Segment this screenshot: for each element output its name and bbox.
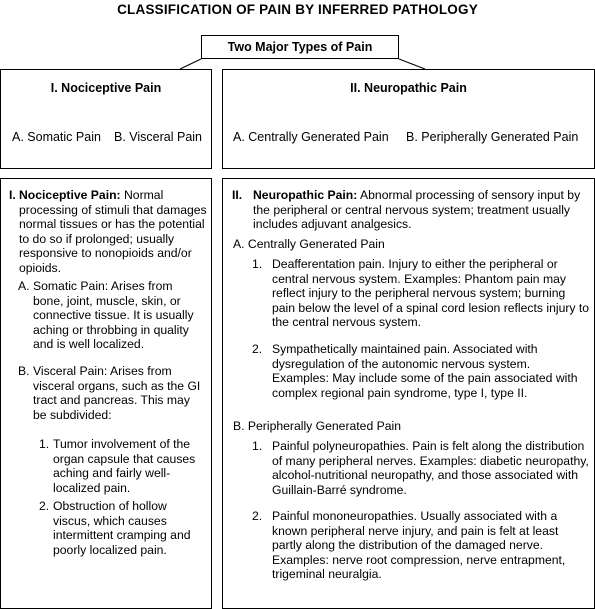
connector-top-right xyxy=(399,59,425,69)
neuropathic-description-box xyxy=(222,178,595,609)
centrally-generated-label: A. Centrally Generated Pain xyxy=(233,130,389,144)
obstruction-number: 2. xyxy=(39,499,50,513)
nociceptive-description-box xyxy=(0,178,212,609)
obstruction-text: Obstruction of hollow viscus, which causes intermittent cramping and poorly localized pain. xyxy=(53,499,191,557)
nociceptive-numeral: I. xyxy=(9,188,16,202)
tumor-involvement-text: Tumor involvement of the organ capsule that causes aching and fairly well-localized pain. xyxy=(53,437,196,495)
tumor-involvement-number: 1. xyxy=(39,437,50,451)
peripherally-generated-heading: B. Peripherally Generated Pain xyxy=(233,419,402,433)
neuropathic-definition xyxy=(232,188,584,232)
nociceptive-definition xyxy=(9,188,207,276)
connector-top-left xyxy=(180,59,201,69)
sympathetic-item xyxy=(252,342,590,400)
mononeuropathies-number: 2. xyxy=(252,509,263,523)
sympathetic-text: Sympathetically maintained pain. Associated with dysregulation of the autonomic nervous system. Examples: May include some of the pain associated with complex regional pain syndrome, type I, type II. xyxy=(272,342,578,400)
obstruction-item xyxy=(39,499,205,557)
neuropathic-text: Abnormal processing of sensory input by the peripheral or central nervous system; treatment usually includes adjuvant analgesics. xyxy=(253,188,581,232)
nociceptive-lead: Nociceptive Pain: xyxy=(19,188,121,202)
deafferentation-text: Deafferentation pain. Injury to either the peripheral or central nervous system. Examples: Phantom pain may reflect injury to the peripheral nervous system; burning pain below the level of a spinal cord lesion reflects injury to the central nervous system. xyxy=(272,257,590,330)
centrally-generated-heading: A. Centrally Generated Pain xyxy=(233,237,385,251)
visceral-pain-text: Visceral Pain: Arises from visceral organs, such as the GI tract and pancreas. This may be subdivided: xyxy=(33,364,201,422)
visceral-pain-item xyxy=(18,364,204,422)
deafferentation-item xyxy=(252,257,590,330)
two-major-types-box: Two Major Types of Pain xyxy=(201,35,399,59)
polyneuropathies-text: Painful polyneuropathies. Pain is felt along the distribution of many peripheral nerves. Examples: diabetic neuropathy, alcohol-nutritional neuropathy, and those associated with Guillain-Barré syndrome. xyxy=(272,439,589,497)
somatic-pain-label: A. Somatic Pain xyxy=(12,130,101,144)
visceral-pain-label-b: B. xyxy=(18,364,30,378)
somatic-pain-label-a: A. xyxy=(18,279,30,293)
neuropathic-heading: II. Neuropathic Pain xyxy=(350,81,467,95)
visceral-pain-label: B. Visceral Pain xyxy=(114,130,203,144)
nociceptive-heading: I. Nociceptive Pain xyxy=(50,81,162,95)
tumor-involvement-item xyxy=(39,437,205,495)
diagram-title: CLASSIFICATION OF PAIN BY INFERRED PATHOLOGY xyxy=(117,2,478,17)
deafferentation-number: 1. xyxy=(252,257,263,271)
neuropathic-header-box xyxy=(222,69,595,169)
neuropathic-numeral: II. xyxy=(232,188,243,202)
peripherally-generated-label: B. Peripherally Generated Pain xyxy=(406,130,579,144)
neuropathic-lead: Neuropathic Pain: xyxy=(253,188,358,202)
polyneuropathies-item xyxy=(252,439,590,497)
nociceptive-text: Normal processing of stimuli that damages normal tissues or has the potential to do so if prolonged; usually responsive to nonopioids and/or opioids. xyxy=(19,188,207,275)
nociceptive-header-box xyxy=(0,69,212,169)
somatic-pain-text: Somatic Pain: Arises from bone, joint, muscle, skin, or connective tissue. It is usually aching or throbbing in quality and is well localized. xyxy=(33,279,194,352)
sympathetic-number: 2. xyxy=(252,342,263,356)
mononeuropathies-text: Painful mononeuropathies. Usually associated with a known peripheral nerve injury, and pain is felt at least partly along the distribution of the damaged nerve. Examples: nerve root compression, nerve entrapment, trigeminal neuralgia. xyxy=(272,509,566,582)
polyneuropathies-number: 1. xyxy=(252,439,263,453)
mononeuropathies-item xyxy=(252,509,590,582)
somatic-pain-item xyxy=(18,279,204,352)
